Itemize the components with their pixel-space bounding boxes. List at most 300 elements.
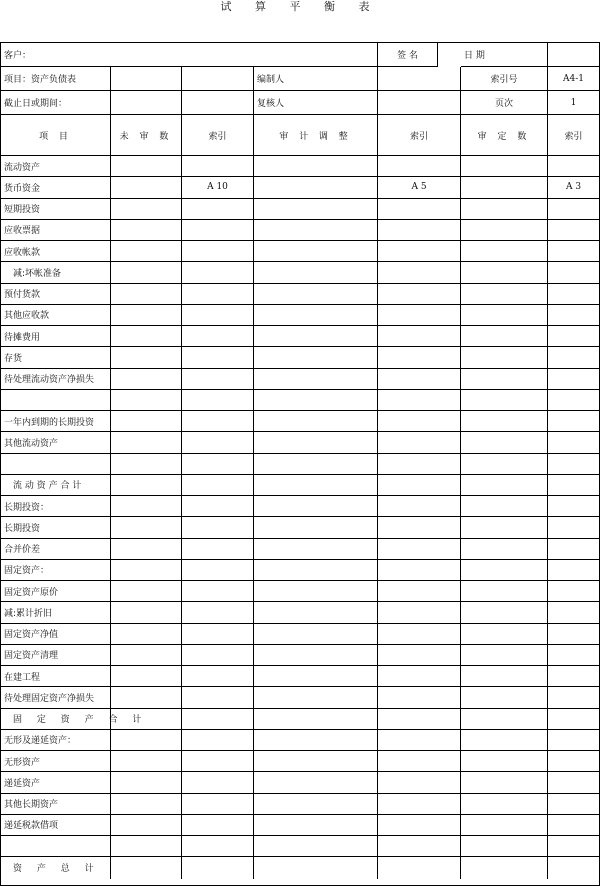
row-item: 其他应收款 [1, 305, 111, 326]
table-row [1, 262, 599, 283]
row-adjustment[interactable] [254, 602, 378, 623]
table-row [1, 624, 599, 645]
row-audited[interactable] [461, 199, 548, 220]
table-row [1, 709, 599, 730]
row-index-1 [182, 539, 254, 560]
column-header-unaudited: 未 审 数 [111, 115, 182, 156]
row-index-2 [378, 475, 461, 496]
row-audited[interactable] [461, 156, 548, 177]
row-unaudited[interactable] [111, 432, 182, 453]
row-index-2 [378, 772, 461, 793]
row-index-2 [378, 602, 461, 623]
preparer-label: 编制人 [254, 67, 378, 91]
row-index-1 [182, 390, 254, 411]
row-index-2 [378, 687, 461, 708]
row-unaudited[interactable] [111, 624, 182, 645]
row-item: 减:累计折旧 [1, 602, 111, 623]
row-index-1 [182, 709, 254, 730]
table-row [1, 177, 599, 198]
row-index-3 [548, 560, 599, 581]
row-item [1, 390, 111, 411]
row-audited[interactable] [461, 241, 548, 262]
row-adjustment[interactable] [254, 262, 378, 283]
row-unaudited[interactable] [111, 772, 182, 793]
reviewer-label: 复核人 [254, 91, 378, 115]
row-adjustment[interactable] [254, 730, 378, 751]
row-adjustment[interactable] [254, 347, 378, 368]
row-index-2 [378, 305, 461, 326]
row-audited[interactable] [461, 411, 548, 432]
row-item: 合并价差 [1, 539, 111, 560]
row-adjustment[interactable] [254, 709, 378, 730]
row-index-2 [378, 432, 461, 453]
date-label: 日 期 [461, 43, 548, 67]
row-index-1 [182, 305, 254, 326]
row-audited[interactable] [461, 687, 548, 708]
row-index-3 [548, 539, 599, 560]
row-index-2 [378, 199, 461, 220]
table-row [1, 220, 599, 241]
row-index-3 [548, 454, 599, 475]
table-row [1, 390, 599, 411]
row-adjustment[interactable] [254, 645, 378, 666]
table-row [1, 369, 599, 390]
row-index-1 [182, 369, 254, 390]
header-row-period [1, 91, 599, 115]
row-index-2 [378, 517, 461, 538]
row-index-1 [182, 772, 254, 793]
row-adjustment[interactable] [254, 369, 378, 390]
table-row [1, 347, 599, 368]
row-index-3 [548, 305, 599, 326]
table-row [1, 411, 599, 432]
row-index-1 [182, 794, 254, 815]
table-row [1, 751, 599, 772]
row-audited[interactable] [461, 730, 548, 751]
row-item: 固 定 资 产 合 计 [1, 709, 111, 730]
row-index-1 [182, 624, 254, 645]
row-unaudited[interactable] [111, 602, 182, 623]
row-adjustment[interactable] [254, 857, 378, 878]
row-item: 其他长期资产 [1, 794, 111, 815]
preparer-value-cell[interactable] [378, 67, 461, 91]
row-index-2 [378, 815, 461, 836]
row-adjustment[interactable] [254, 815, 378, 836]
row-item: 递延税款借项 [1, 815, 111, 836]
row-item [1, 836, 111, 857]
row-index-3 [548, 857, 599, 878]
row-unaudited[interactable] [111, 581, 182, 602]
row-adjustment[interactable] [254, 687, 378, 708]
row-item: 长期投资： [1, 496, 111, 517]
row-unaudited[interactable] [111, 369, 182, 390]
project-label: 项目：资产负债表 [1, 67, 111, 91]
table-row [1, 305, 599, 326]
table-body [1, 156, 599, 879]
table-row [1, 560, 599, 581]
row-index-2 [378, 326, 461, 347]
row-item: 长期投资 [1, 517, 111, 538]
row-audited[interactable] [461, 624, 548, 645]
row-index-1 [182, 815, 254, 836]
row-index-3 [548, 411, 599, 432]
index-no-label: 索引号 [461, 67, 548, 91]
row-index-2 [378, 454, 461, 475]
row-item: 流动资产 [1, 156, 111, 177]
row-adjustment[interactable] [254, 220, 378, 241]
page-title: 试 算 平 衡 表 [220, 0, 380, 13]
row-unaudited[interactable] [111, 730, 182, 751]
row-index-2 [378, 156, 461, 177]
row-adjustment[interactable] [254, 666, 378, 687]
row-item: 无形及递延资产： [1, 730, 111, 751]
row-item: 应收帐款 [1, 241, 111, 262]
row-unaudited[interactable] [111, 454, 182, 475]
row-adjustment[interactable] [254, 772, 378, 793]
row-index-1 [182, 645, 254, 666]
row-item: 固定资产原价 [1, 581, 111, 602]
row-unaudited[interactable] [111, 517, 182, 538]
row-unaudited[interactable] [111, 241, 182, 262]
row-audited[interactable] [461, 177, 548, 198]
row-adjustment[interactable] [254, 581, 378, 602]
row-item: 流 动 资 产 合 计 [1, 475, 111, 496]
row-unaudited[interactable] [111, 220, 182, 241]
table-row [1, 645, 599, 666]
row-audited[interactable] [461, 475, 548, 496]
row-index-1 [182, 687, 254, 708]
row-index-1 [182, 857, 254, 878]
row-index-1 [182, 666, 254, 687]
row-adjustment[interactable] [254, 241, 378, 262]
column-header-index-1: 索引 [182, 115, 254, 156]
row-audited[interactable] [461, 369, 548, 390]
row-audited[interactable] [461, 432, 548, 453]
table-row [1, 581, 599, 602]
row-index-3 [548, 496, 599, 517]
table-row [1, 794, 599, 815]
row-index-2 [378, 369, 461, 390]
row-unaudited[interactable] [111, 815, 182, 836]
row-index-2 [378, 496, 461, 517]
row-audited[interactable] [461, 262, 548, 283]
row-index-3 [548, 602, 599, 623]
table-row [1, 156, 599, 177]
row-item: 其他流动资产 [1, 432, 111, 453]
row-audited[interactable] [461, 454, 548, 475]
row-index-3 [548, 581, 599, 602]
row-item: 资 产 总 计 [1, 857, 111, 878]
row-index-2 [378, 241, 461, 262]
row-unaudited[interactable] [111, 284, 182, 305]
row-adjustment[interactable] [254, 475, 378, 496]
row-unaudited[interactable] [111, 836, 182, 857]
row-adjustment[interactable] [254, 156, 378, 177]
row-index-1 [182, 836, 254, 857]
project-value-cell-2[interactable] [182, 67, 254, 91]
row-index-3 [548, 262, 599, 283]
row-unaudited[interactable] [111, 326, 182, 347]
row-index-3 [548, 220, 599, 241]
table-row [1, 326, 599, 347]
column-header-row [1, 115, 599, 156]
row-index-2 [378, 666, 461, 687]
index-no-value: A4-1 [548, 67, 599, 91]
row-audited[interactable] [461, 284, 548, 305]
row-adjustment[interactable] [254, 390, 378, 411]
table-row [1, 815, 599, 836]
row-index-2 [378, 730, 461, 751]
row-item: 固定资产清理 [1, 645, 111, 666]
row-audited[interactable] [461, 751, 548, 772]
period-value-cell-2[interactable] [182, 91, 254, 115]
row-audited[interactable] [461, 772, 548, 793]
table-row [1, 432, 599, 453]
table-row [1, 539, 599, 560]
row-audited[interactable] [461, 602, 548, 623]
row-unaudited[interactable] [111, 411, 182, 432]
column-header-index-2: 索引 [378, 115, 461, 156]
row-unaudited[interactable] [111, 262, 182, 283]
row-index-1 [182, 454, 254, 475]
column-header-item: 项 目 [1, 115, 111, 156]
row-index-3 [548, 751, 599, 772]
row-adjustment[interactable] [254, 177, 378, 198]
table-row [1, 496, 599, 517]
row-index-3 [548, 284, 599, 305]
row-index-2 [378, 709, 461, 730]
period-label: 截止日或期间： [1, 91, 111, 115]
row-index-1 [182, 751, 254, 772]
row-adjustment[interactable] [254, 199, 378, 220]
project-value-cell[interactable] [111, 67, 182, 91]
row-index-3: A 3 [548, 177, 599, 198]
row-audited[interactable] [461, 645, 548, 666]
row-index-3 [548, 326, 599, 347]
column-header-index-3: 索引 [548, 115, 599, 156]
row-index-3 [548, 772, 599, 793]
sign-label: 签 名 [378, 43, 438, 67]
row-audited[interactable] [461, 220, 548, 241]
row-audited[interactable] [461, 857, 548, 878]
row-index-1 [182, 347, 254, 368]
row-unaudited[interactable] [111, 666, 182, 687]
row-unaudited[interactable] [111, 177, 182, 198]
row-unaudited[interactable] [111, 347, 182, 368]
row-unaudited[interactable] [111, 539, 182, 560]
row-adjustment[interactable] [254, 432, 378, 453]
row-index-2 [378, 751, 461, 772]
table-row [1, 241, 599, 262]
row-item: 一年内到期的长期投资 [1, 411, 111, 432]
row-index-3 [548, 241, 599, 262]
table-row [1, 730, 599, 751]
reviewer-value-cell[interactable] [378, 91, 461, 115]
row-index-3 [548, 687, 599, 708]
column-header-adjustment: 审 计 调 整 [254, 115, 378, 156]
row-item: 递延资产 [1, 772, 111, 793]
row-unaudited[interactable] [111, 645, 182, 666]
row-index-1 [182, 432, 254, 453]
row-index-3 [548, 624, 599, 645]
row-index-3 [548, 199, 599, 220]
row-index-1 [182, 581, 254, 602]
row-adjustment[interactable] [254, 794, 378, 815]
table-row [1, 284, 599, 305]
row-audited[interactable] [461, 326, 548, 347]
row-index-2 [378, 794, 461, 815]
row-audited[interactable] [461, 560, 548, 581]
row-index-3 [548, 666, 599, 687]
row-index-1 [182, 326, 254, 347]
row-index-3 [548, 156, 599, 177]
row-index-1 [182, 517, 254, 538]
row-adjustment[interactable] [254, 496, 378, 517]
row-audited[interactable] [461, 517, 548, 538]
table-row [1, 199, 599, 220]
row-index-2 [378, 857, 461, 878]
row-adjustment[interactable] [254, 539, 378, 560]
row-index-3 [548, 517, 599, 538]
table-row [1, 857, 599, 878]
row-item [1, 454, 111, 475]
row-adjustment[interactable] [254, 411, 378, 432]
row-index-3 [548, 794, 599, 815]
row-index-2 [378, 624, 461, 645]
row-audited[interactable] [461, 496, 548, 517]
row-index-2 [378, 411, 461, 432]
row-index-2 [378, 539, 461, 560]
row-index-1: A 10 [182, 177, 254, 198]
row-index-2 [378, 560, 461, 581]
row-unaudited[interactable] [111, 156, 182, 177]
row-audited[interactable] [461, 709, 548, 730]
row-index-2: A 5 [378, 177, 461, 198]
row-item: 待处理固定资产净损失 [1, 687, 111, 708]
row-item: 预付货款 [1, 284, 111, 305]
row-index-1 [182, 411, 254, 432]
row-item: 在建工程 [1, 666, 111, 687]
row-index-3 [548, 709, 599, 730]
row-audited[interactable] [461, 836, 548, 857]
row-adjustment[interactable] [254, 517, 378, 538]
row-adjustment[interactable] [254, 624, 378, 645]
row-adjustment[interactable] [254, 326, 378, 347]
row-item: 待处理流动资产净损失 [1, 369, 111, 390]
row-unaudited[interactable] [111, 560, 182, 581]
page-label: 页次 [461, 91, 548, 115]
row-unaudited[interactable] [111, 475, 182, 496]
row-index-1 [182, 241, 254, 262]
row-item: 固定资产净值 [1, 624, 111, 645]
row-index-3 [548, 369, 599, 390]
row-index-2 [378, 581, 461, 602]
row-index-1 [182, 199, 254, 220]
row-adjustment[interactable] [254, 751, 378, 772]
row-index-2 [378, 347, 461, 368]
row-audited[interactable] [461, 815, 548, 836]
row-audited[interactable] [461, 390, 548, 411]
row-index-3 [548, 730, 599, 751]
row-adjustment[interactable] [254, 836, 378, 857]
page-value: 1 [548, 91, 599, 115]
row-index-3 [548, 432, 599, 453]
header-row-client [1, 43, 599, 67]
table-row [1, 772, 599, 793]
column-header-audited: 审 定 数 [461, 115, 548, 156]
row-index-1 [182, 284, 254, 305]
row-unaudited[interactable] [111, 857, 182, 878]
header-row-project [1, 67, 599, 91]
row-audited[interactable] [461, 794, 548, 815]
table-row [1, 602, 599, 623]
row-index-3 [548, 836, 599, 857]
table-row [1, 687, 599, 708]
table-row [1, 517, 599, 538]
table-row [1, 475, 599, 496]
row-adjustment[interactable] [254, 305, 378, 326]
row-adjustment[interactable] [254, 284, 378, 305]
row-unaudited[interactable] [111, 794, 182, 815]
row-index-2 [378, 262, 461, 283]
row-unaudited[interactable] [111, 305, 182, 326]
row-unaudited[interactable] [111, 496, 182, 517]
row-unaudited[interactable] [111, 751, 182, 772]
row-item: 待摊费用 [1, 326, 111, 347]
row-index-1 [182, 560, 254, 581]
client-field[interactable]: 客户： [1, 43, 378, 67]
row-index-2 [378, 390, 461, 411]
row-item: 货币资金 [1, 177, 111, 198]
table-row [1, 454, 599, 475]
table-row [1, 836, 599, 857]
trial-balance-table [0, 42, 600, 886]
row-index-2 [378, 220, 461, 241]
row-item: 减:坏帐准备 [1, 262, 111, 283]
row-index-3 [548, 475, 599, 496]
row-unaudited[interactable] [111, 709, 182, 730]
row-index-3 [548, 390, 599, 411]
row-index-2 [378, 645, 461, 666]
row-index-3 [548, 815, 599, 836]
row-audited[interactable] [461, 305, 548, 326]
row-item: 应收票据 [1, 220, 111, 241]
row-audited[interactable] [461, 666, 548, 687]
row-index-3 [548, 645, 599, 666]
row-index-2 [378, 284, 461, 305]
row-index-1 [182, 730, 254, 751]
table-row [1, 666, 599, 687]
row-audited[interactable] [461, 539, 548, 560]
row-index-1 [182, 475, 254, 496]
row-unaudited[interactable] [111, 390, 182, 411]
row-index-1 [182, 220, 254, 241]
date-value-cell[interactable] [548, 43, 599, 67]
row-index-1 [182, 496, 254, 517]
period-value-cell[interactable] [111, 91, 182, 115]
row-adjustment[interactable] [254, 454, 378, 475]
row-index-1 [182, 602, 254, 623]
row-item: 短期投资 [1, 199, 111, 220]
row-item: 无形资产 [1, 751, 111, 772]
row-index-1 [182, 156, 254, 177]
row-unaudited[interactable] [111, 687, 182, 708]
row-audited[interactable] [461, 581, 548, 602]
row-unaudited[interactable] [111, 199, 182, 220]
row-adjustment[interactable] [254, 560, 378, 581]
row-item: 固定资产： [1, 560, 111, 581]
row-audited[interactable] [461, 347, 548, 368]
